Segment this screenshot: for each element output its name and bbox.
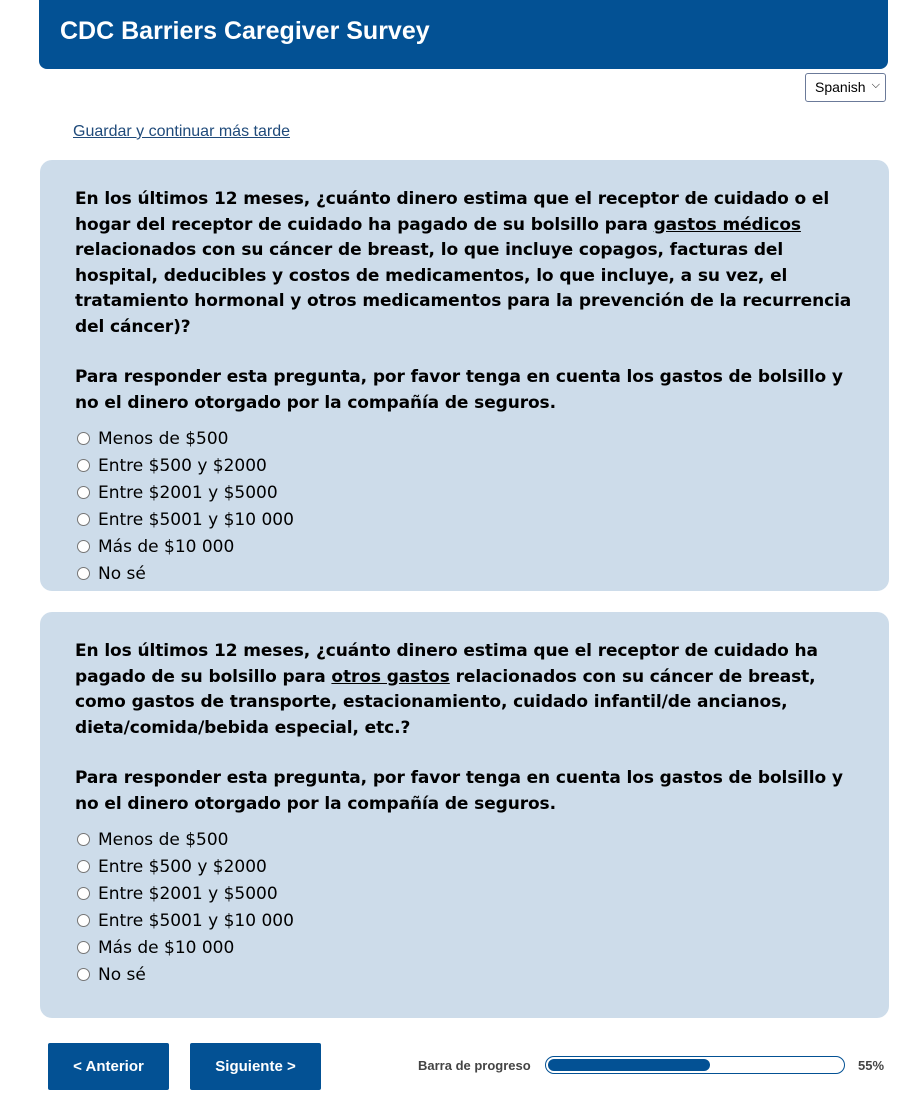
question-text: En los últimos 12 meses, ¿cuánto dinero estima que el receptor de cuidado o el hogar del receptor de cuidado ha pagado de su bolsillo para gastos médicos relacionados con su cáncer de breast, lo que incluye copagos, facturas del hospital, deducibles y costos de medicamentos, lo que incluye, a su vez, el tratamiento hormonal y otros medicamentos para la prevención de la recurrencia del cáncer)?: [75, 189, 852, 337]
radio-option[interactable]: [75, 506, 859, 533]
radio-option[interactable]: [75, 452, 859, 479]
option-label: No sé: [98, 964, 146, 985]
question-emphasis: otros gastos: [331, 666, 450, 687]
previous-button[interactable]: < Anterior: [48, 1043, 169, 1090]
radio-button[interactable]: [77, 540, 90, 553]
options-list: [75, 826, 859, 988]
radio-button[interactable]: [77, 513, 90, 526]
radio-button[interactable]: [77, 567, 90, 580]
options-list: [75, 425, 859, 587]
radio-button[interactable]: [77, 887, 90, 900]
option-label: Entre $2001 y $5000: [98, 883, 278, 904]
radio-option[interactable]: [75, 560, 859, 587]
survey-title: CDC Barriers Caregiver Survey: [60, 17, 430, 45]
question-card-other-expenses: [40, 612, 889, 1018]
radio-option[interactable]: [75, 533, 859, 560]
header: [39, 0, 888, 69]
save-continue-later-link[interactable]: Guardar y continuar más tarde: [73, 123, 290, 140]
option-label: Menos de $500: [98, 829, 229, 850]
radio-option[interactable]: [75, 907, 859, 934]
radio-option[interactable]: [75, 479, 859, 506]
radio-option[interactable]: [75, 853, 859, 880]
question-text: En los últimos 12 meses, ¿cuánto dinero estima que el receptor de cuidado ha pagado de su bolsillo para otros gastos relacionados con su cáncer de breast, como gastos de transporte, estacionamiento, cuidado infantil/de ancianos, dieta/comida/bebida especial, etc.?: [75, 641, 818, 738]
radio-option[interactable]: [75, 425, 859, 452]
radio-option[interactable]: [75, 826, 859, 853]
radio-button[interactable]: [77, 941, 90, 954]
option-label: Entre $500 y $2000: [98, 455, 267, 476]
next-button[interactable]: Siguiente >: [190, 1043, 321, 1090]
radio-option[interactable]: [75, 880, 859, 907]
radio-button[interactable]: [77, 968, 90, 981]
radio-button[interactable]: [77, 432, 90, 445]
option-label: Entre $5001 y $10 000: [98, 509, 294, 530]
progress-label: Barra de progreso: [418, 1058, 531, 1073]
radio-button[interactable]: [77, 914, 90, 927]
radio-button[interactable]: [77, 486, 90, 499]
progress-bar: [545, 1056, 845, 1074]
question-emphasis: gastos médicos: [653, 214, 801, 235]
option-label: No sé: [98, 563, 146, 584]
radio-option[interactable]: [75, 961, 859, 988]
option-label: Entre $2001 y $5000: [98, 482, 278, 503]
option-label: Menos de $500: [98, 428, 229, 449]
radio-button[interactable]: [77, 860, 90, 873]
progress-percent: 55%: [858, 1058, 885, 1073]
option-label: Entre $500 y $2000: [98, 856, 267, 877]
language-select[interactable]: [805, 73, 886, 102]
chevron-down-icon: ⌵: [871, 79, 880, 91]
language-selected: Spanish: [815, 79, 866, 95]
radio-button[interactable]: [77, 459, 90, 472]
progress-fill: [548, 1059, 710, 1071]
option-label: Más de $10 000: [98, 536, 235, 557]
question-card-medical-expenses: [40, 160, 889, 591]
option-label: Más de $10 000: [98, 937, 235, 958]
question-note: Para responder esta pregunta, por favor tenga en cuenta los gastos de bolsillo y no el dinero otorgado por la compañía de seguros.: [75, 768, 843, 814]
radio-option[interactable]: [75, 934, 859, 961]
radio-button[interactable]: [77, 833, 90, 846]
question-note: Para responder esta pregunta, por favor tenga en cuenta los gastos de bolsillo y no el dinero otorgado por la compañía de seguros.: [75, 367, 843, 413]
option-label: Entre $5001 y $10 000: [98, 910, 294, 931]
